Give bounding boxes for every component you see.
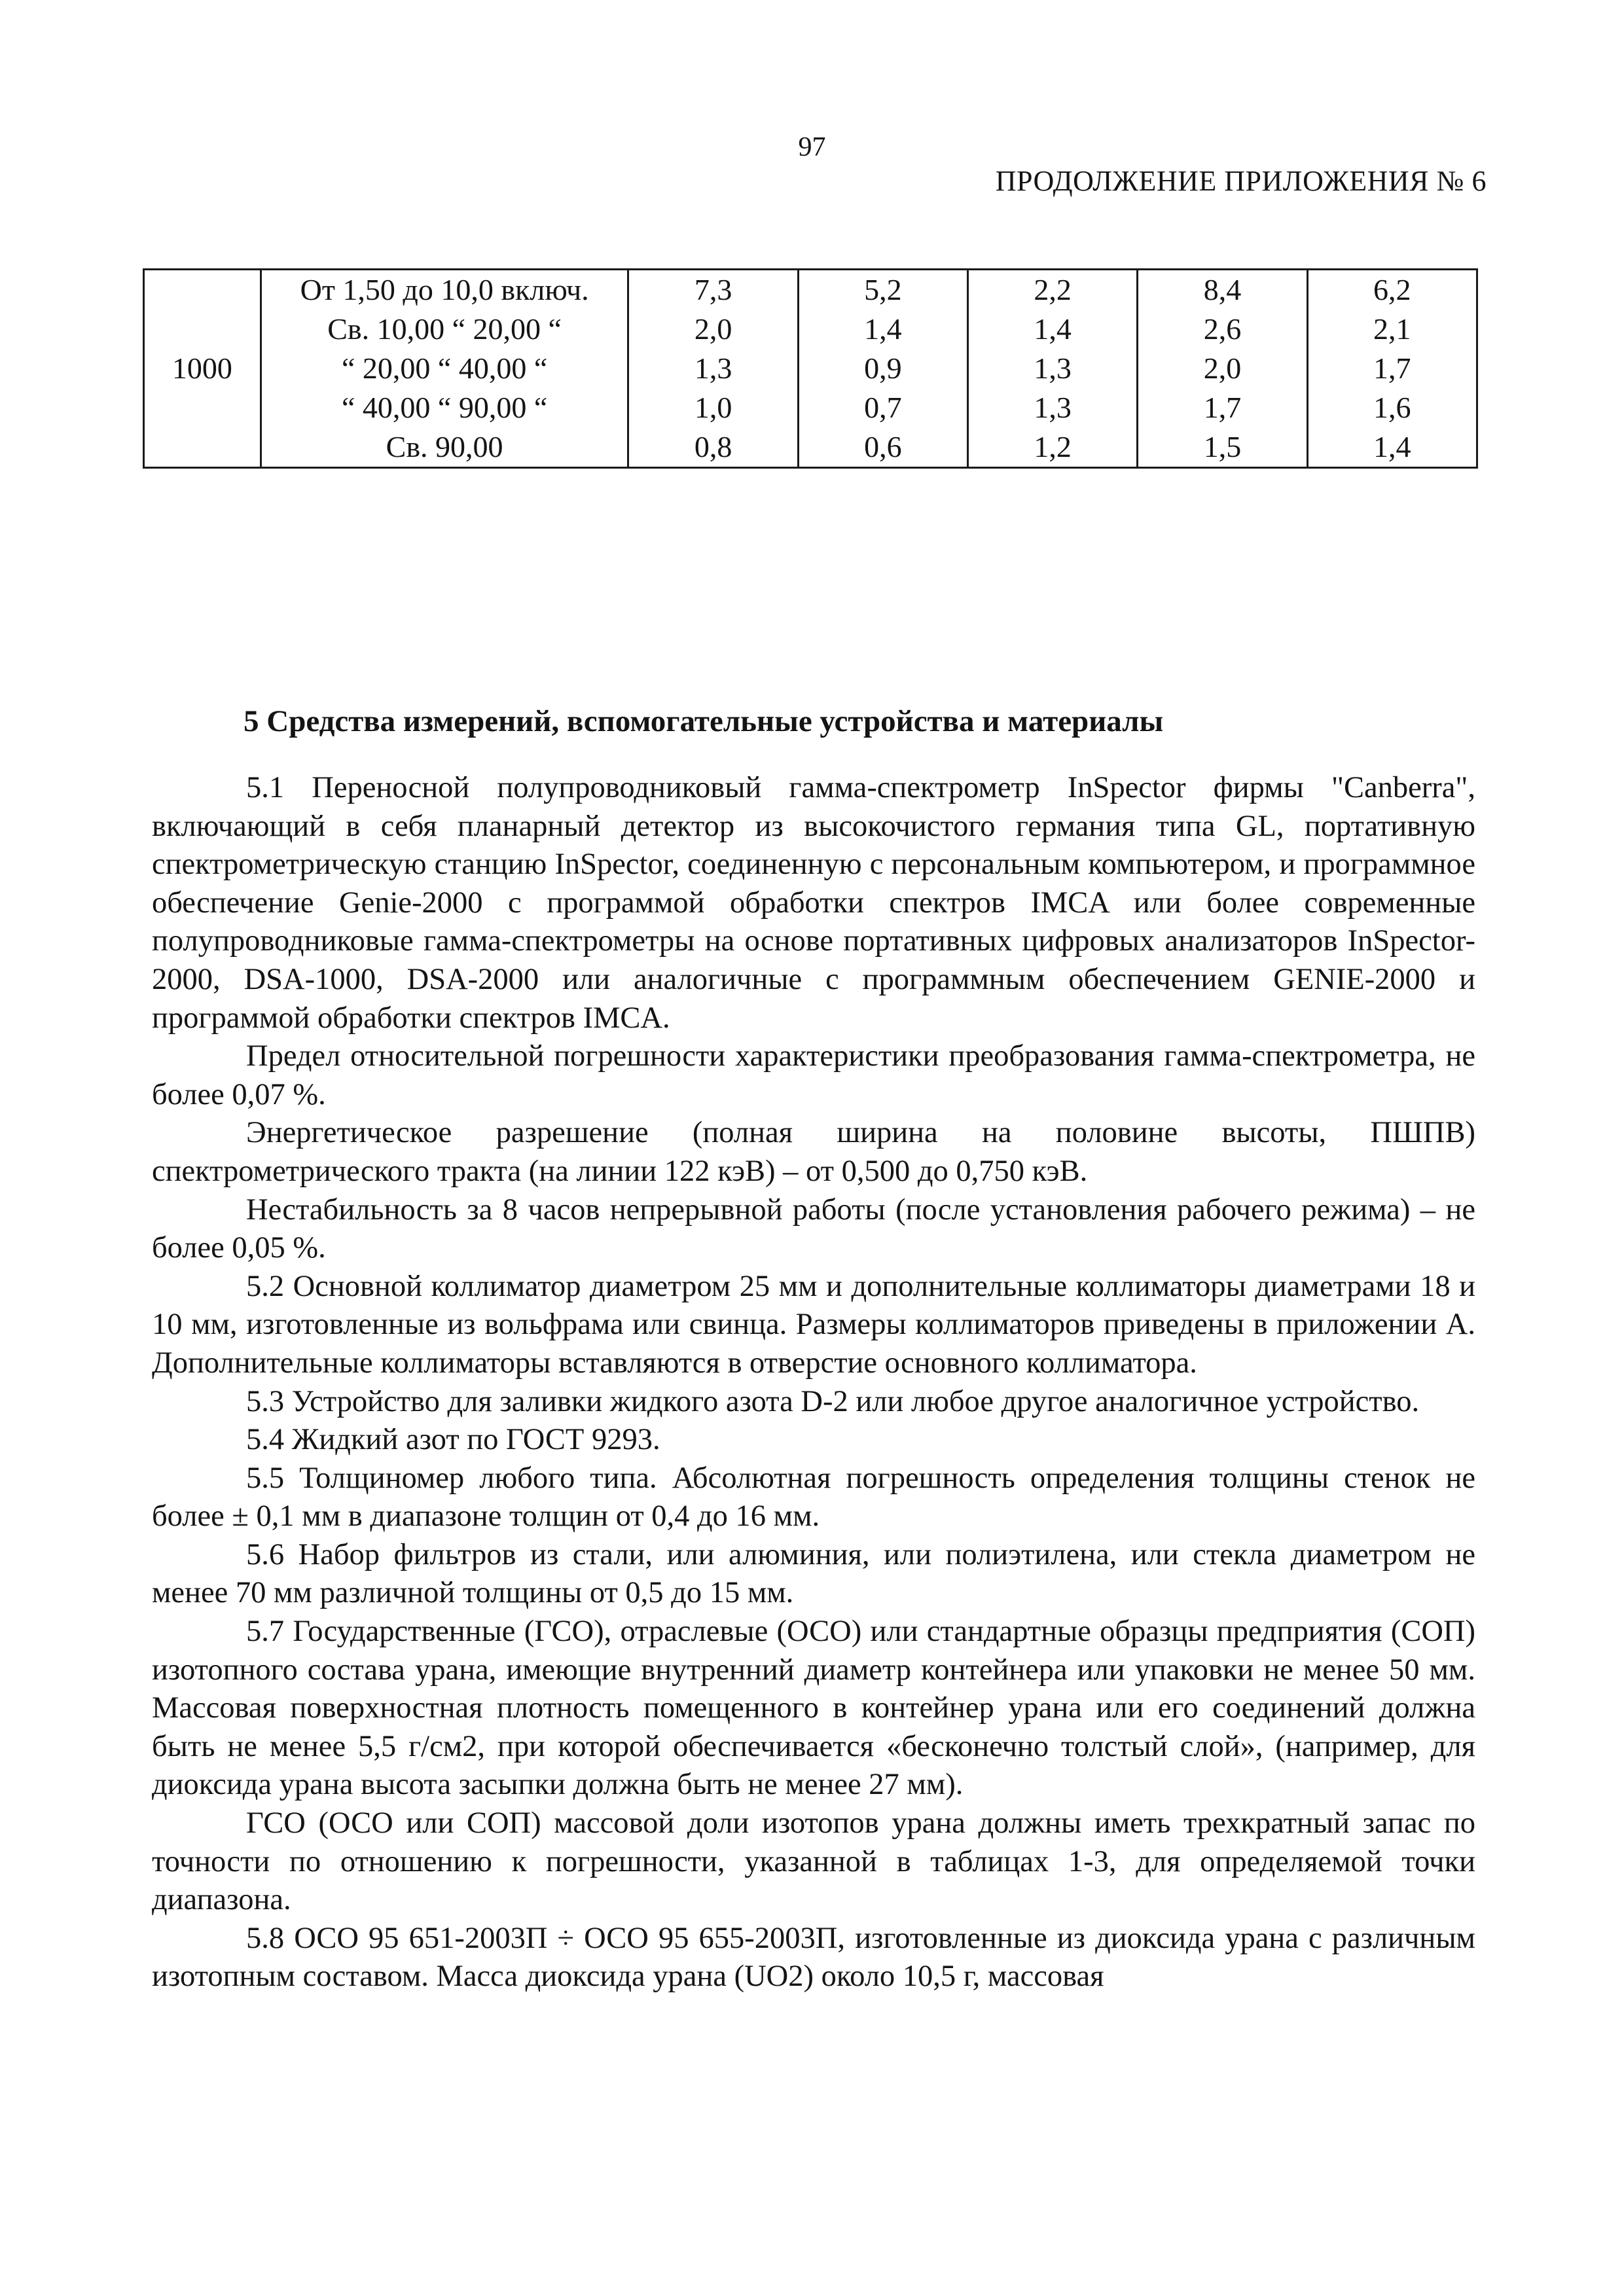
value-cell: 1,2 xyxy=(968,427,1138,468)
value-cell: 2,1 xyxy=(1307,310,1477,349)
value-cell: 2,0 xyxy=(628,310,798,349)
appendix-header: ПРОДОЛЖЕНИЕ ПРИЛОЖЕНИЯ № 6 xyxy=(995,165,1487,197)
paragraph: 5.4 Жидкий азот по ГОСТ 9293. xyxy=(246,1423,660,1457)
paragraph: Энергетическое разрешение (полная ширина на половине высоты, ПШПВ) спектрометрического тракта (на линии 122 кэВ) – от 0,500 до 0,750 кэВ. xyxy=(152,1116,1475,1188)
range-cell: От 1,50 до 10,0 включ. xyxy=(261,270,628,310)
value-cell: 1,3 xyxy=(968,388,1138,427)
page-number: 97 xyxy=(798,132,826,162)
range-cell: “ 20,00 “ 40,00 “ xyxy=(261,349,628,388)
paragraph: Нестабильность за 8 часов непрерывной работы (после установления рабочего режима) – не более 0,05 %. xyxy=(152,1193,1475,1265)
paragraph: 5.3 Устройство для заливки жидкого азота D-2 или любое другое аналогичное устройство. xyxy=(246,1384,1420,1418)
paragraph: 5.2 Основной коллиматор диаметром 25 мм и дополнительные коллиматоры диаметрами 18 и 10 мм, изготовленные из вольфрама или свинца. Размеры коллиматоров приведены в приложении А. Дополнительные коллиматоры вставляются в отверстие основного коллиматора. xyxy=(152,1269,1475,1380)
value-cell: 0,7 xyxy=(798,388,967,427)
range-cell: Св. 90,00 xyxy=(261,427,628,468)
value-cell: 5,2 xyxy=(798,270,967,310)
section-body xyxy=(152,769,1475,1996)
value-cell: 1,7 xyxy=(1138,388,1307,427)
value-cell: 1,7 xyxy=(1307,349,1477,388)
value-cell: 2,0 xyxy=(1138,349,1307,388)
value-cell: 0,6 xyxy=(798,427,967,468)
value-cell: 1,6 xyxy=(1307,388,1477,427)
value-cell: 2,2 xyxy=(968,270,1138,310)
table-row xyxy=(144,270,1477,310)
paragraph: 5.1 Переносной полупроводниковый гамма-спектрометр InSpector фирмы "Canberra", включающий в себя планарный детектор из высокочистого германия типа GL, портативную спектрометрическую станцию InSpector, соединенную с персональным компьютером, и программное обеспечение Genie-2000 с программой обработки спектров IMCA или более современные полупроводниковые гамма-спектрометры на основе портативных цифровых анализаторов InSpector-2000, DSA-1000, DSA-2000 или аналогичные с программным обеспечением GENIE-2000 и программой обработки спектров IMCA. xyxy=(152,771,1475,1035)
value-cell: 1,3 xyxy=(968,349,1138,388)
range-cell: “ 40,00 “ 90,00 “ xyxy=(261,388,628,427)
section-heading: 5 Средства измерений, вспомогательные устройства и материалы xyxy=(244,704,1164,738)
table-row xyxy=(144,349,1477,388)
paragraph: 5.7 Государственные (ГСО), отраслевые (ОСО) или стандартные образцы предприятия (СОП) изотопного состава урана, имеющие внутренний диаметр контейнера или упаковки не менее 50 мм. Массовая поверхностная плотность помещенного в контейнер урана или его соединений должна быть не менее 5,5 г/см2, при которой обеспечивается «бесконечно толстый слой», (например, для диоксида урана высота засыпки должна быть не менее 27 мм). xyxy=(152,1615,1475,1802)
value-cell: 7,3 xyxy=(628,270,798,310)
value-cell: 0,8 xyxy=(628,427,798,468)
value-cell: 8,4 xyxy=(1138,270,1307,310)
value-cell: 1,4 xyxy=(968,310,1138,349)
value-cell: 1,4 xyxy=(1307,427,1477,468)
paragraph: ГСО (ОСО или СОП) массовой доли изотопов урана должны иметь трехкратный запас по точности по отношению к погрешности, указанной в таблицах 1-3, для определяемой точки диапазона. xyxy=(152,1806,1475,1917)
paragraph: 5.5 Толщиномер любого типа. Абсолютная погрешность определения толщины стенок не более ± 0,1 мм в диапазоне толщин от 0,4 до 16 мм. xyxy=(152,1461,1475,1534)
size-cell: 1000 xyxy=(144,270,261,468)
value-cell: 1,5 xyxy=(1138,427,1307,468)
value-cell: 6,2 xyxy=(1307,270,1477,310)
value-cell: 1,0 xyxy=(628,388,798,427)
value-cell: 0,9 xyxy=(798,349,967,388)
table-row xyxy=(144,388,1477,427)
data-table xyxy=(143,268,1478,469)
table-row xyxy=(144,427,1477,468)
paragraph: Предел относительной погрешности характеристики преобразования гамма-спектрометра, не более 0,07 %. xyxy=(152,1039,1475,1111)
paragraph: 5.8 ОСО 95 651-2003П ÷ ОСО 95 655-2003П, изготовленные из диоксида урана с различным изотопным составом. Масса диоксида урана (UO2) около 10,5 г, массовая xyxy=(152,1921,1475,1994)
value-cell: 2,6 xyxy=(1138,310,1307,349)
value-cell: 1,3 xyxy=(628,349,798,388)
paragraph: 5.6 Набор фильтров из стали, или алюминия, или полиэтилена, или стекла диаметром не менее 70 мм различной толщины от 0,5 до 15 мм. xyxy=(152,1537,1475,1610)
value-cell: 1,4 xyxy=(798,310,967,349)
table-row xyxy=(144,310,1477,349)
range-cell: Св. 10,00 “ 20,00 “ xyxy=(261,310,628,349)
